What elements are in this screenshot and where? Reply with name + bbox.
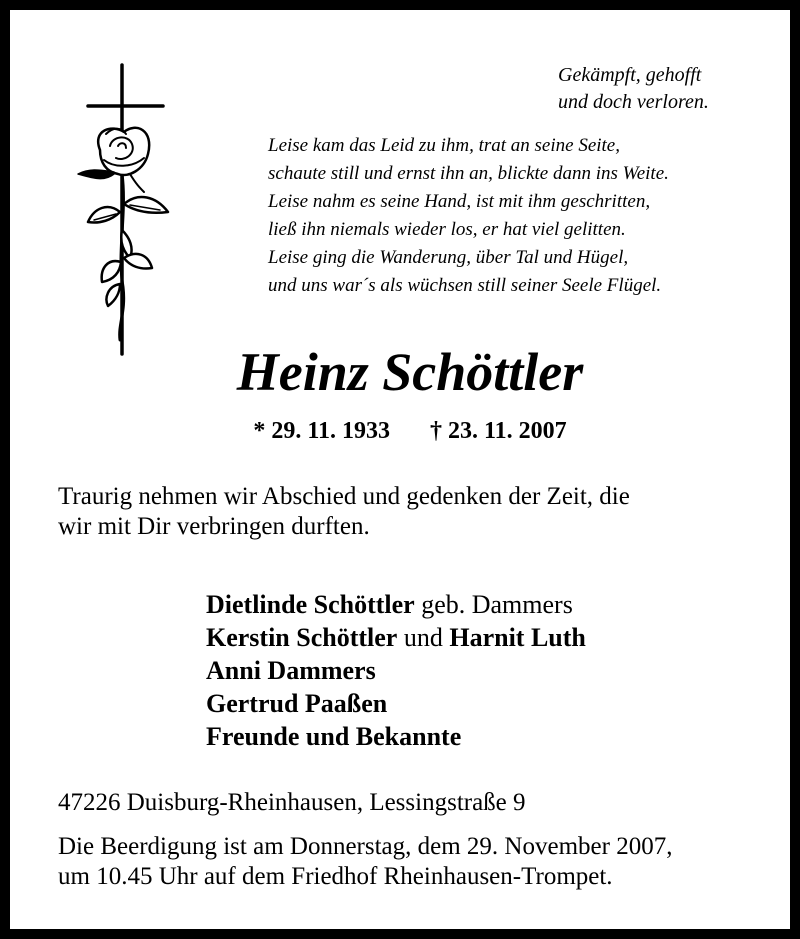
farewell-text [58,482,630,542]
address: 47226 Duisburg-Rheinhausen, Lessingstraße 9 [58,789,526,816]
mourner-row: Freunde und Bekannte [206,722,462,751]
mourner-row [206,588,586,621]
mourner-row: Anni Dammers [206,656,376,685]
funeral-line: Die Beerdigung ist am Donnerstag, dem 29. November 2007, [58,833,673,860]
poem-line: ließ ihn niemals wieder los, er hat viel gelitten. [268,219,626,240]
funeral-line: um 10.45 Uhr auf dem Friedhof Rheinhausen-Trompet. [58,863,613,890]
funeral-info [58,832,672,892]
mourners-list [206,588,586,753]
poem-line: Leise ging die Wanderung, über Tal und Hügel, [268,247,629,268]
mourner-row: Gertrud Paaßen [206,689,388,718]
deceased-name: Heinz Schöttler [236,342,584,402]
motto-line: Gekämpft, gehofft [558,64,702,86]
farewell-line: Traurig nehmen wir Abschied und gedenken der Zeit, die [58,483,630,510]
mourner-name: Harnit Luth [449,623,586,652]
maiden-name-note: geb. Dammers [421,590,573,619]
mourner-row [206,621,586,654]
farewell-line: wir mit Dir verbringen durften. [58,513,370,540]
mourner-joiner: und [403,623,443,652]
mourner-name: Kerstin Schöttler [206,623,398,652]
poem [268,132,669,300]
motto-line: und doch verloren. [558,91,709,113]
death-date: † 23. 11. 2007 [430,418,567,444]
poem-line: Leise nahm es seine Hand, ist mit ihm geschritten, [268,191,651,212]
life-dates [10,415,800,447]
poem-line: schaute still und ernst ihn an, blickte dann ins Weite. [268,163,669,184]
motto [558,62,709,116]
poem-line: und uns war´s als wüchsen still seiner Seele Flügel. [268,275,662,296]
mourner-name: Dietlinde Schöttler [206,590,415,619]
poem-line: Leise kam das Leid zu ihm, trat an seine Seite, [268,135,620,156]
cross-with-rose-icon [70,62,180,357]
birth-date: * 29. 11. 1933 [253,418,390,444]
